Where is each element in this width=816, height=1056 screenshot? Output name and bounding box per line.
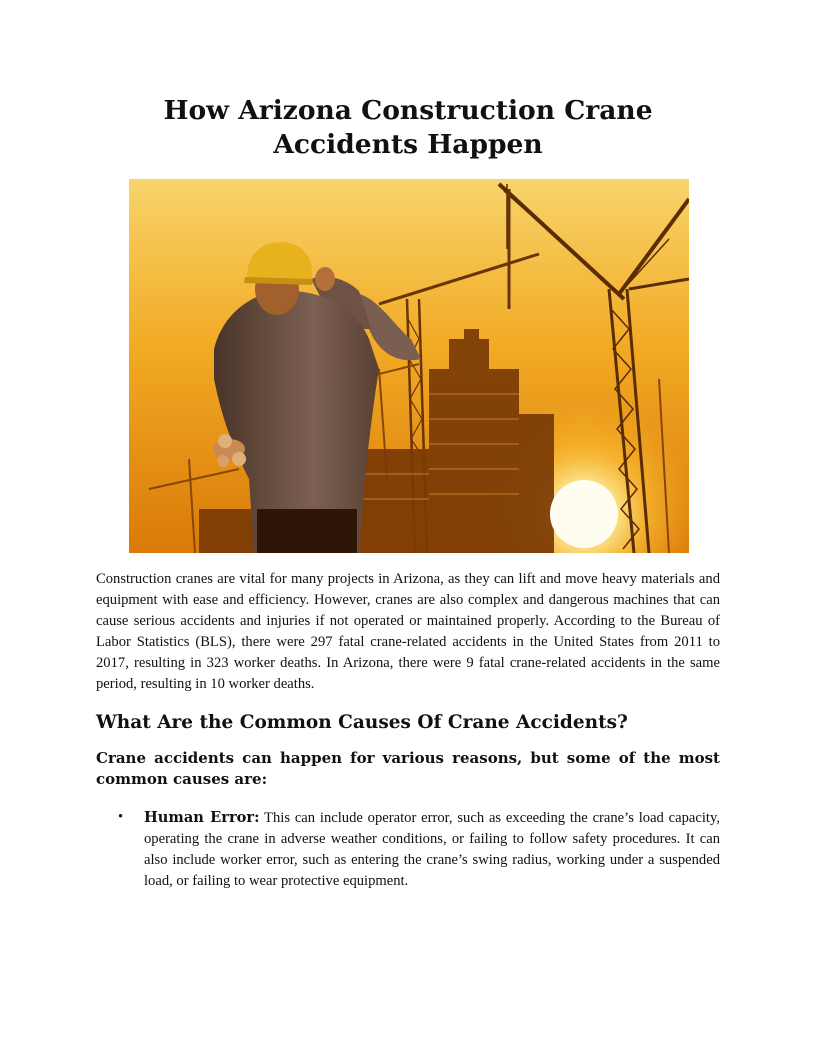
intro-paragraph: Construction cranes are vital for many projects in Arizona, as they can lift and move heavy materials and equipment with ease and efficiency. However, cranes are also complex and dangerous machines that can cause serious accidents and injuries if not operated or maintained properly. According to the Bureau of Labor Statistics (BLS), there were 297 fatal crane-related accidents in the United States from 2011 to 2017, resulting in 323 worker deaths. In Arizona, there were 9 fatal crane-related accidents in the same period, resulting in 10 worker deaths. xyxy=(96,571,720,692)
document-page xyxy=(96,94,720,892)
list-item-text: This can include operator error, such as exceeding the crane’s load capacity, operating the crane in adverse weather conditions, or failing to follow safety procedures. It can also include worker error, such as entering the crane’s swing radius, working under a suspended load, or failing to wear protective equipment. xyxy=(144,810,720,889)
hero-image xyxy=(129,179,689,553)
page-title: How Arizona Construction Crane Accidents Happen xyxy=(163,95,653,160)
causes-list xyxy=(96,807,720,892)
section-lead: Crane accidents can happen for various reasons, but some of the most common causes are: xyxy=(96,749,720,788)
list-item xyxy=(118,807,720,892)
list-item-term: Human Error: xyxy=(144,809,260,826)
section-heading: What Are the Common Causes Of Crane Accidents? xyxy=(96,712,628,733)
bullet-icon: • xyxy=(118,809,124,825)
construction-worker-sunset-cranes-photo-icon xyxy=(129,179,689,553)
